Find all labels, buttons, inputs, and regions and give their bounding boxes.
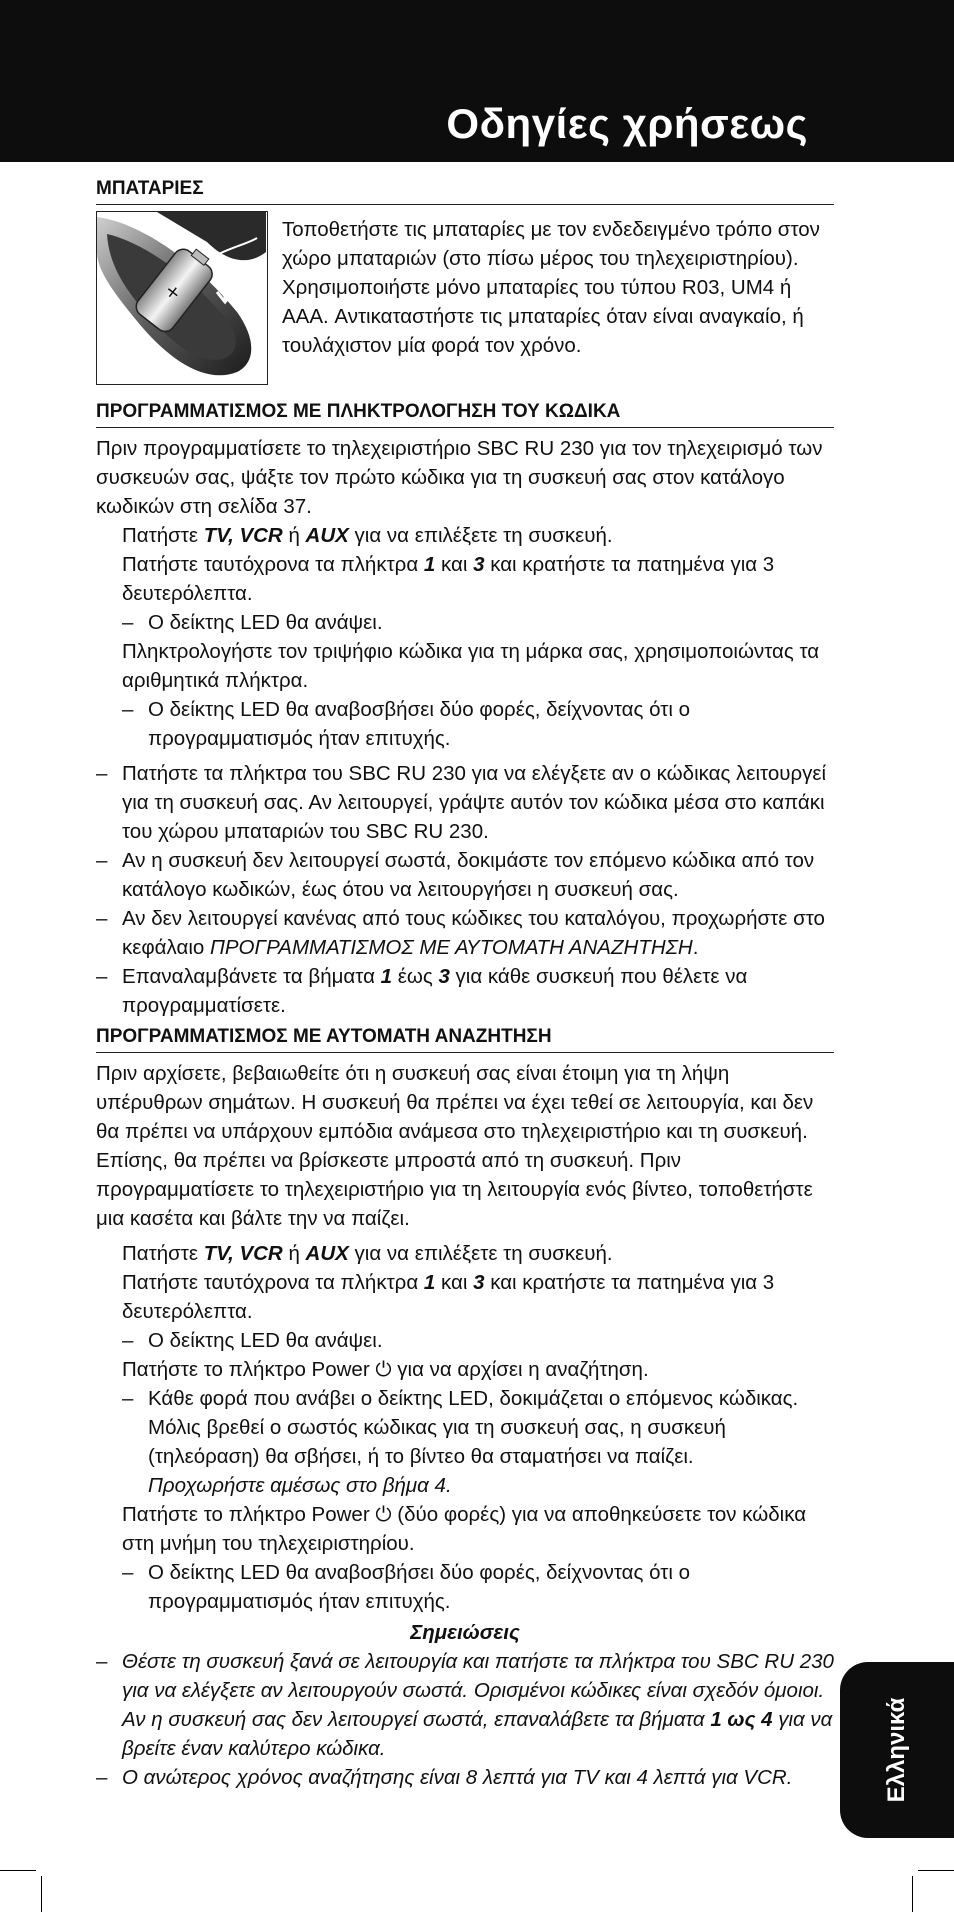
- language-tab: [840, 1662, 954, 1838]
- power-icon: ⏻: [375, 1503, 392, 1526]
- code-entry-step-2-note: – Ο δείκτης LED θα ανάψει.: [122, 611, 383, 634]
- code-entry-check: – Πατήστε τα πλήκτρα του SBC RU 230 για να ελέγξετε αν ο κώδικας λειτουργεί για τη συσκευή σας. Αν λειτουργεί, γράψτε αυτόν τον κώδικα μέσα στο καπάκι του χώρου μπαταριών του SBC RU 230.: [96, 762, 827, 843]
- auto-search-step-1: Πατήστε TV, VCR ή AUX για να επιλέξετε τη συσκευή.: [122, 1242, 613, 1265]
- code-entry-next-code: – Αν η συσκευή δεν λειτουργεί σωστά, δοκιμάστε τον επόμενο κώδικα από τον κατάλογο κωδικών, έως ότου να λειτουργήσει η συσκευή σας.: [96, 849, 815, 901]
- auto-search-intro: Πριν αρχίσετε, βεβαιωθείτε ότι η συσκευή σας είναι έτοιμη για τη λήψη υπέρυθρων σημάτων. Η συσκευή θα πρέπει να έχει τεθεί σε λειτουργία, και δεν θα πρέπει να υπάρχουν εμπόδια ανάμεσα στο τηλεχειριστήριο και τη συσκευή. Επίσης, θα πρέπει να βρίσκεστε μπροστά από τη συσκευή. Πριν προγραμματίσετε το τηλεχειριστήριο για τη λειτουργία ενός βίντεο, τοποθετήστε μια κασέτα και βάλτε την να παίζει.: [96, 1062, 814, 1230]
- auto-search-step-4: Πατήστε το πλήκτρο Power ⏻ (δύο φορές) για να αποθηκεύσετε τον κώδικα στη μνήμη του τηλεχειριστηρίου.: [122, 1503, 807, 1555]
- code-entry-no-code: – Αν δεν λειτουργεί κανένας από τους κώδικες του καταλόγου, προχωρήστε στο κεφάλαιο ΠΡΟΓΡΑΜΜΑΤΙΣΜΟΣ ΜΕ ΑΥΤΟΜΑΤΗ ΑΝΑΖΗΤΗΣΗ.: [96, 907, 825, 959]
- code-entry-repeat: – Επαναλαμβάνετε τα βήματα 1 έως 3 για κάθε συσκευή που θέλετε να προγραμματίσετε.: [96, 965, 748, 1017]
- page-title: Οδηγίες χρήσεως: [446, 100, 808, 147]
- svg-text:+: +: [160, 279, 186, 306]
- crop-mark: [41, 1876, 42, 1912]
- batteries-section: [96, 211, 834, 385]
- section-heading-code-entry: ΠΡΟΓΡΑΜΜΑΤΙΣΜΟΣ ΜΕ ΠΛΗΚΤΡΟΛΟΓΗΣΗ ΤΟΥ ΚΩΔΙΚΑ: [96, 399, 834, 428]
- auto-search-step-2-note: – Ο δείκτης LED θα ανάψει.: [122, 1329, 383, 1352]
- language-tab-label: Ελληνικά: [883, 1697, 910, 1803]
- section-heading-batteries: ΜΠΑΤΑΡΙΕΣ: [96, 176, 834, 205]
- code-entry-step-3-note: – Ο δείκτης LED θα αναβοσβήσει δύο φορές, δείχνοντας ότι ο προγραμματισμός ήταν επιτυχής.: [122, 698, 690, 750]
- notes-title: Σημειώσεις: [410, 1621, 520, 1644]
- header-band: [0, 0, 954, 162]
- auto-search-step-2: Πατήστε ταυτόχρονα τα πλήκτρα 1 και 3 και κρατήστε τα πατημένα για 3 δευτερόλεπτα.: [122, 1271, 775, 1323]
- code-entry-step-2: Πατήστε ταυτόχρονα τα πλήκτρα 1 και 3 και κρατήστε τα πατημένα για 3 δευτερόλεπτα.: [122, 553, 775, 605]
- batteries-text: Τοποθετήστε τις μπαταρίες με τον ενδεδειγμένο τρόπο στον χώρο μπαταριών (στο πίσω μέρος του τηλεχειριστηρίου). Χρησιμοποιήστε μόνο μπαταρίες του τύπου R03, UM4 ή AAA. Αντικαταστήστε τις μπαταρίες όταν είναι αναγκαίο, ή τουλάχιστον μία φορά τον χρόνο.: [282, 218, 820, 357]
- code-entry-intro: Πριν προγραμματίσετε το τηλεχειριστήριο SBC RU 230 για τον τηλεχειρισμό των συσκευών σας, ψάξτε τον πρώτο κώδικα για τη συσκευή σας στον κατάλογο κωδικών στη σελίδα 37.: [96, 437, 823, 518]
- power-icon: ⏻: [375, 1358, 392, 1381]
- manual-content: [96, 176, 834, 1792]
- crop-mark: [912, 1876, 913, 1912]
- code-entry-step-1: Πατήστε TV, VCR ή AUX για να επιλέξετε τη συσκευή.: [122, 524, 613, 547]
- note-2: – Ο ανώτερος χρόνος αναζήτησης είναι 8 λεπτά για TV και 4 λεπτά για VCR.: [96, 1766, 793, 1789]
- remote-battery-illustration: [96, 211, 268, 385]
- crop-mark: [0, 1870, 36, 1871]
- remote-battery-icon: [97, 212, 266, 383]
- auto-search-step-3-note: – Κάθε φορά που ανάβει ο δείκτης LED, δοκιμάζεται ο επόμενος κώδικας. Μόλις βρεθεί ο σωστός κώδικας για τη συσκευή σας, η συσκευή (τηλεόραση) θα σβήσει, ή το βίντεο θα σταματήσει να παίζει. Προχωρήστε αμέσως στο βήμα 4.: [122, 1387, 799, 1497]
- section-heading-auto-search: ΠΡΟΓΡΑΜΜΑΤΙΣΜΟΣ ΜΕ ΑΥΤΟΜΑΤΗ ΑΝΑΖΗΤΗΣΗ: [96, 1024, 834, 1053]
- auto-search-step-3: Πατήστε το πλήκτρο Power ⏻ για να αρχίσει η αναζήτηση.: [122, 1358, 649, 1381]
- note-1: – Θέστε τη συσκευή ξανά σε λειτουργία και πατήστε τα πλήκτρα του SBC RU 230 για να ελέγξετε αν λειτουργούν σωστά. Ορισμένοι κώδικες είναι σχεδόν όμοιοι. Αν η συσκευή σας δεν λειτουργεί σωστά, επαναλάβετε τα βήματα 1 ως 4 για να βρείτε έναν καλύτερο κώδικα.: [96, 1650, 834, 1760]
- auto-search-step-4-note: – Ο δείκτης LED θα αναβοσβήσει δύο φορές, δείχνοντας ότι ο προγραμματισμός ήταν επιτυχής.: [122, 1561, 690, 1613]
- code-entry-step-3: Πληκτρολογήστε τον τριψήφιο κώδικα για τη μάρκα σας, χρησιμοποιώντας τα αριθμητικά πλήκτρα.: [122, 640, 820, 692]
- crop-mark: [918, 1870, 954, 1871]
